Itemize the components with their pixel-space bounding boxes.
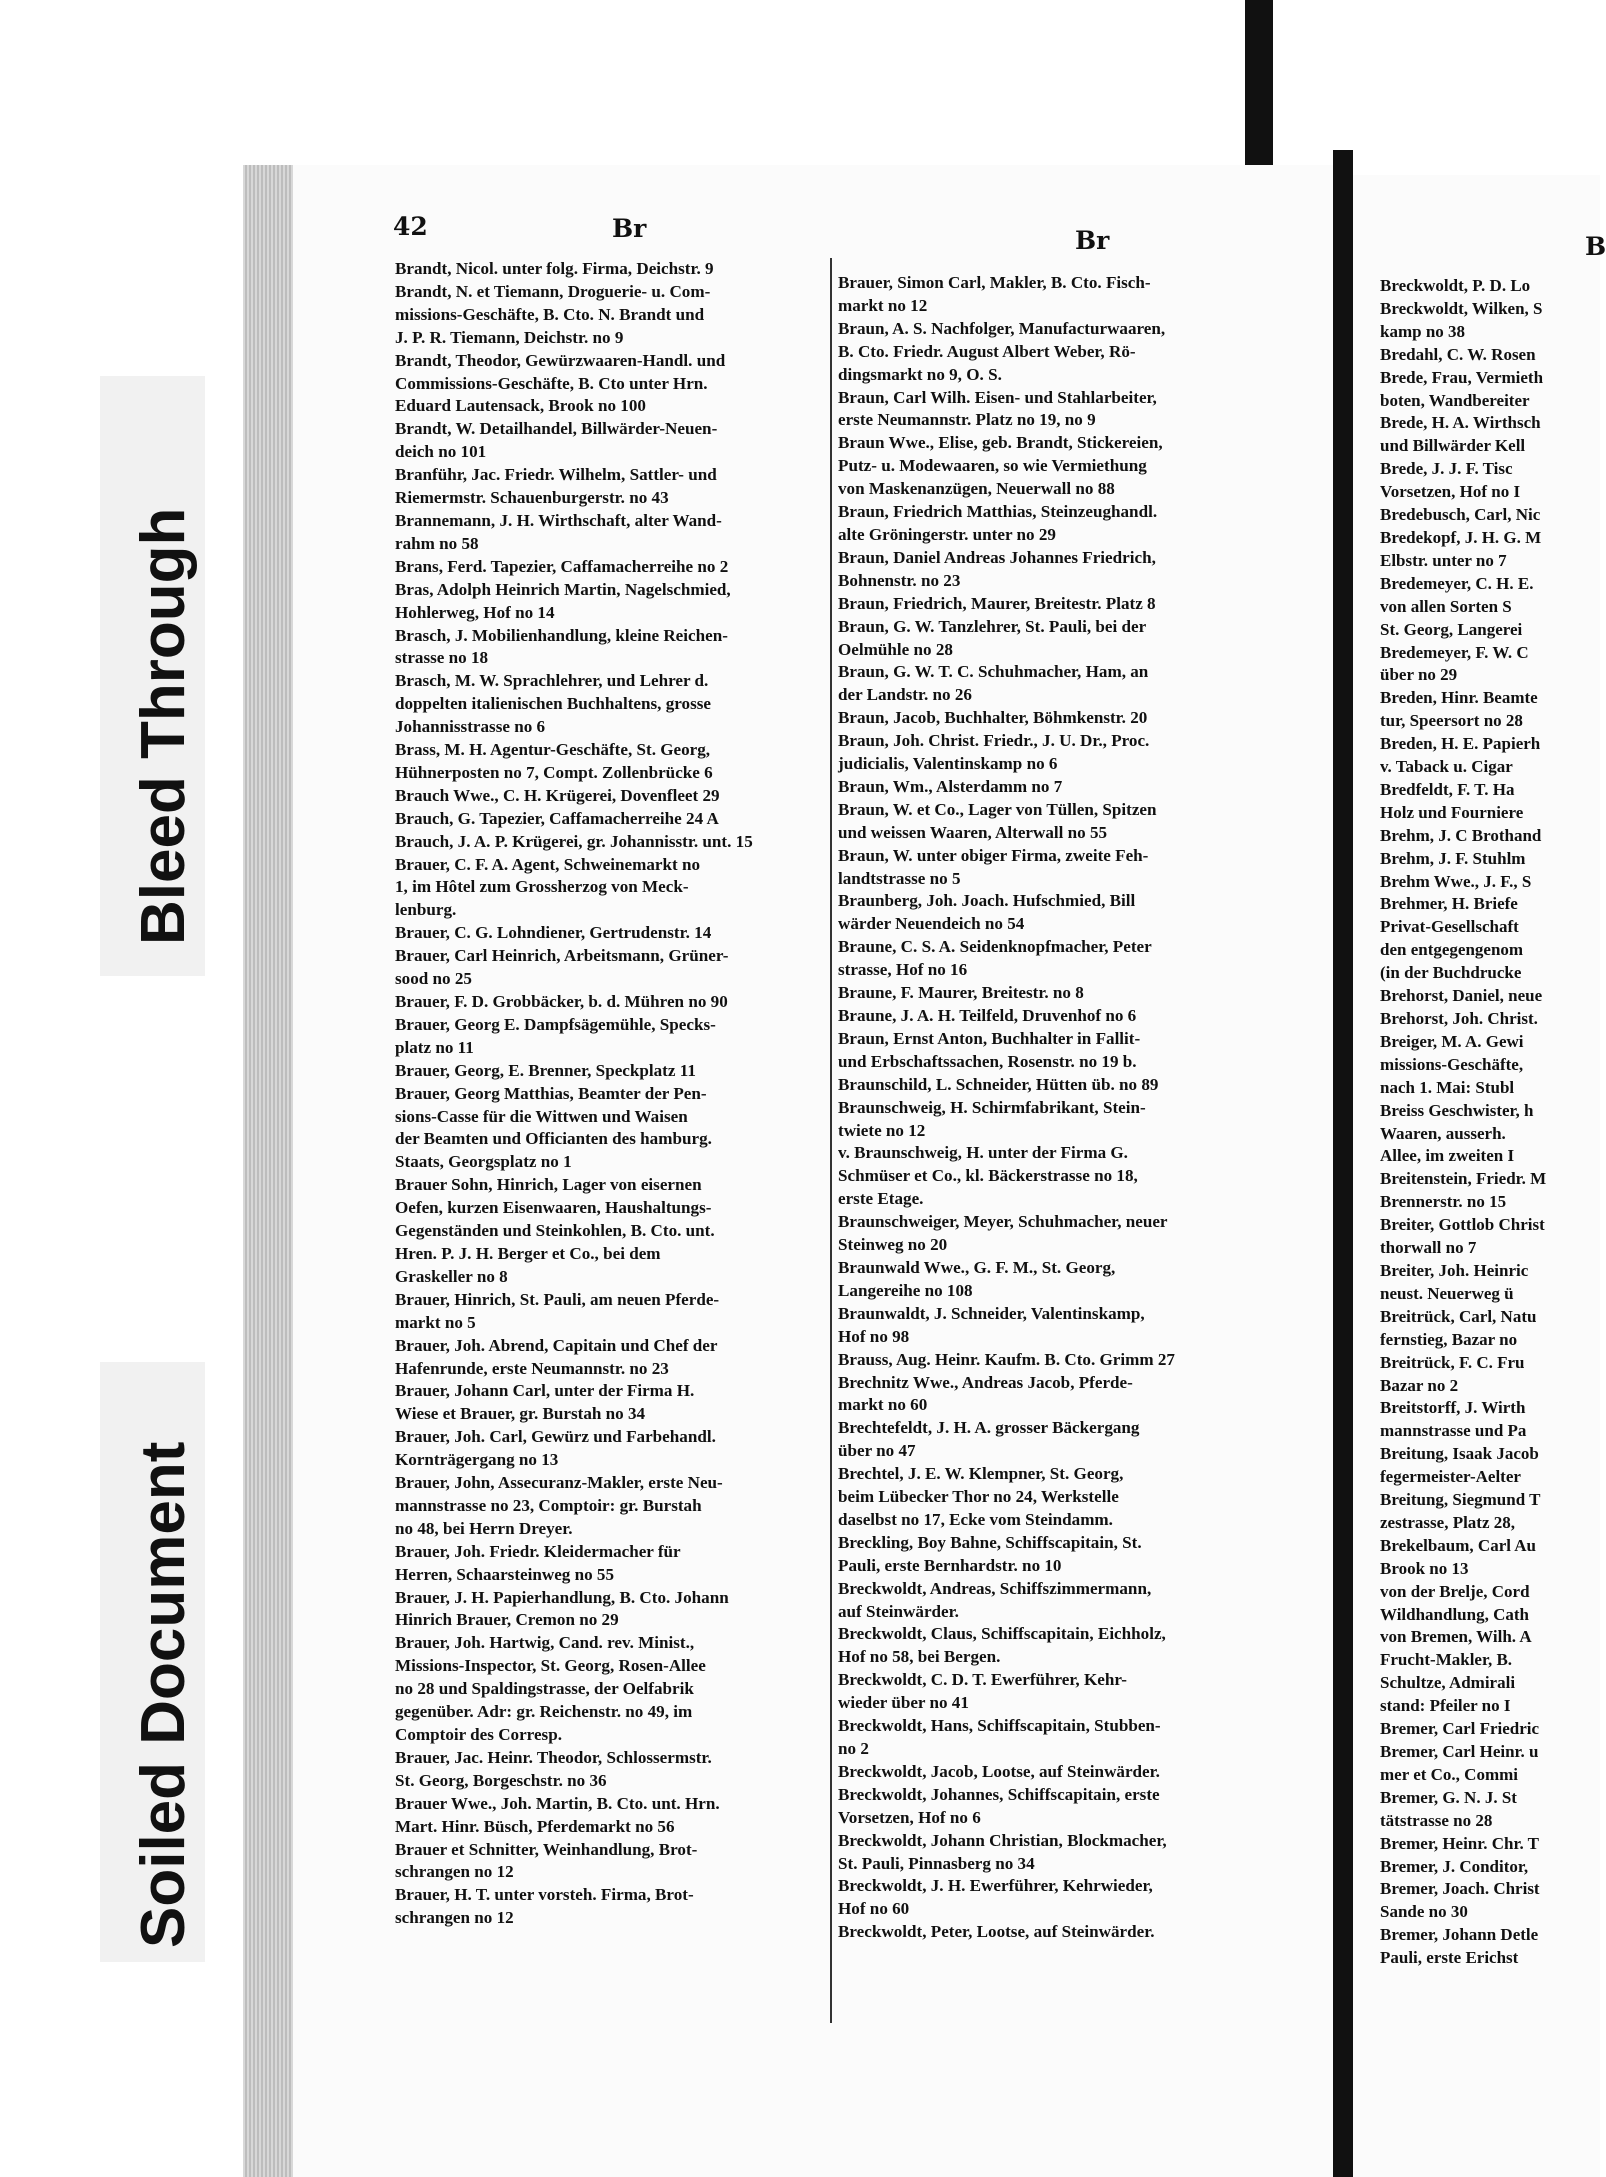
directory-line: Braun, Friedrich, Maurer, Breitestr. Platz 8	[838, 593, 1156, 613]
directory-line: Brauss, Aug. Heinr. Kaufm. B. Cto. Grimm 27	[838, 1349, 1175, 1369]
next-page-line: fegermeister-Aelter	[1380, 1467, 1521, 1487]
directory-line: Kornträgergang no 13	[395, 1450, 559, 1470]
directory-line: Braunwald Wwe., G. F. M., St. Georg,	[838, 1257, 1116, 1277]
next-page-line: Waaren, ausserh.	[1380, 1123, 1506, 1143]
page-number: 42	[393, 212, 428, 241]
next-page-line: Bredekopf, J. H. G. M	[1380, 527, 1542, 547]
next-page-line: Brehorst, Daniel, neue	[1380, 986, 1543, 1006]
next-page-line: Allee, im zweiten I	[1380, 1146, 1515, 1166]
directory-line: Schmüser et Co., kl. Bäckerstrasse no 18,	[838, 1166, 1138, 1186]
directory-line: Brandt, Nicol. unter folg. Firma, Deichstr. 9	[395, 259, 714, 278]
next-page-line: kamp no 38	[1380, 321, 1466, 341]
directory-line: Hren. P. J. H. Berger et Co., bei dem	[395, 1243, 661, 1263]
next-page-line: nach 1. Mai: Stubl	[1380, 1077, 1515, 1097]
directory-line: Hof no 98	[838, 1326, 910, 1346]
next-page-line: Brede, Frau, Vermieth	[1380, 367, 1544, 387]
directory-line: Brauer, H. T. unter vorsteh. Firma, Brot-	[395, 1885, 694, 1905]
next-page-line: tur, Speersort no 28	[1380, 711, 1523, 731]
bleed-through-label: Bleed Through	[129, 507, 198, 945]
directory-line: Commissions-Geschäfte, B. Cto unter Hrn.	[395, 373, 708, 393]
directory-line: Brauer, Georg Matthias, Beamter der Pen-	[395, 1083, 707, 1103]
directory-line: Breckwoldt, C. D. T. Ewerführer, Kehr-	[838, 1670, 1127, 1690]
directory-line: Missions-Inspector, St. Georg, Rosen-Allee	[395, 1656, 706, 1676]
next-page-line: Bremer, Johann Detle	[1380, 1925, 1539, 1945]
directory-line: Brasch, J. Mobilienhandlung, kleine Reichen-	[395, 625, 728, 645]
directory-line: Brauch, J. A. P. Krügerei, gr. Johannisstr. unt. 15	[395, 831, 753, 851]
next-page-line: Breiger, M. A. Gewi	[1380, 1031, 1524, 1051]
directory-line: Breckwoldt, Johann Christian, Blockmacher,	[838, 1830, 1167, 1850]
directory-line: Brauer, F. D. Grobbäcker, b. d. Mühren no 90	[395, 992, 728, 1011]
directory-line: lenburg.	[395, 900, 457, 920]
directory-line: Brandt, N. et Tiemann, Droguerie- u. Com-	[395, 281, 711, 301]
next-page-line: Schultze, Admirali	[1380, 1673, 1516, 1693]
directory-line: beim Lübecker Thor no 24, Werkstelle	[838, 1487, 1119, 1507]
book-gutter	[1333, 150, 1353, 2177]
next-page-line: Breitrück, F. C. Fru	[1380, 1352, 1525, 1372]
directory-line: Brauer, Joh. Carl, Gewürz und Farbehandl.	[395, 1427, 716, 1447]
next-page-line: Breitrück, Carl, Natu	[1380, 1306, 1537, 1326]
next-page-line: Brehmer, H. Briefe	[1380, 894, 1518, 914]
next-page-line: zestrasse, Platz 28,	[1380, 1512, 1516, 1532]
directory-line: rahm no 58	[395, 533, 479, 553]
directory-line: Brauer, Simon Carl, Makler, B. Cto. Fisch-	[838, 273, 1151, 292]
directory-line: Brechtel, J. E. W. Klempner, St. Georg,	[838, 1464, 1124, 1484]
directory-line: Breckwoldt, Andreas, Schiffszimmermann,	[838, 1578, 1152, 1598]
next-page-line: Elbstr. unter no 7	[1380, 550, 1507, 570]
next-page-line: Brook no 13	[1380, 1558, 1469, 1578]
directory-line: Oefen, kurzen Eisenwaaren, Haushaltungs-	[395, 1198, 712, 1218]
right-column	[838, 272, 1308, 1944]
next-page-line: missions-Geschäfte,	[1380, 1054, 1524, 1074]
next-page-line: Bredahl, C. W. Rosen	[1380, 344, 1536, 364]
directory-line: St. Pauli, Pinnasberg no 34	[838, 1853, 1035, 1873]
directory-line: Breckwoldt, J. H. Ewerführer, Kehrwieder,	[838, 1876, 1153, 1896]
next-page-line: Breiss Geschwister, h	[1380, 1100, 1534, 1120]
directory-line: missions-Geschäfte, B. Cto. N. Brandt und	[395, 304, 705, 324]
next-page-line: Privat-Gesellschaft	[1380, 917, 1519, 937]
next-page-line: (in der Buchdrucke	[1380, 963, 1522, 983]
directory-line: platz no 11	[395, 1037, 474, 1057]
directory-line: Comptoir des Corresp.	[395, 1725, 562, 1744]
next-page-line: Pauli, erste Erichst	[1380, 1948, 1519, 1968]
directory-line: Brauer et Schnitter, Weinhandlung, Brot-	[395, 1839, 698, 1859]
directory-line: Brasch, M. W. Sprachlehrer, und Lehrer d.	[395, 671, 709, 691]
next-page-line: stand: Pfeiler no I	[1380, 1696, 1511, 1716]
directory-line: Bras, Adolph Heinrich Martin, Nagelschmied,	[395, 579, 731, 599]
directory-line: wärder Neuendeich no 54	[838, 914, 1025, 934]
directory-line: alte Gröningerstr. unter no 29	[838, 524, 1056, 544]
directory-line: Bohnenstr. no 23	[838, 570, 961, 590]
directory-line: Braun, Carl Wilh. Eisen- und Stahlarbeiter,	[838, 387, 1157, 407]
directory-line: wieder über no 41	[838, 1693, 969, 1713]
directory-line: Brass, M. H. Agentur-Geschäfte, St. Georg,	[395, 740, 711, 760]
directory-line: Brechnitz Wwe., Andreas Jacob, Pferde-	[838, 1372, 1133, 1392]
directory-line: markt no 12	[838, 295, 928, 315]
directory-line: Braunwaldt, J. Schneider, Valentinskamp,	[838, 1303, 1145, 1323]
directory-line: Braun, Ernst Anton, Buchhalter in Fallit-	[838, 1028, 1141, 1048]
next-page-line: Brede, J. J. F. Tisc	[1380, 459, 1513, 479]
next-page-line: Breden, H. E. Papierh	[1380, 734, 1541, 754]
directory-line: Eduard Lautensack, Brook no 100	[395, 396, 646, 416]
directory-line: Brauer, Georg, E. Brenner, Speckplatz 11	[395, 1060, 696, 1080]
directory-line: Brauer, Jac. Heinr. Theodor, Schlossermstr.	[395, 1747, 712, 1767]
directory-line: Braun, G. W. Tanzlehrer, St. Pauli, bei der	[838, 616, 1147, 636]
left-running-head: Br	[612, 214, 647, 243]
next-page-line: Brekelbaum, Carl Au	[1380, 1535, 1537, 1555]
directory-line: Braune, J. A. H. Teilfeld, Druvenhof no 6	[838, 1006, 1137, 1025]
next-page-line: Bredebusch, Carl, Nic	[1380, 505, 1541, 525]
directory-line: Brechtefeldt, J. H. A. grosser Bäckergang	[838, 1418, 1140, 1438]
next-page-line: Bremer, Joach. Christ	[1380, 1879, 1540, 1899]
directory-line: Breckwoldt, Hans, Schiffscapitain, Stubben-	[838, 1716, 1161, 1736]
directory-line: Braun, A. S. Nachfolger, Manufacturwaaren,	[838, 318, 1166, 338]
next-page-line: Bredemeyer, C. H. E.	[1380, 573, 1534, 593]
next-page-line: fernstieg, Bazar no	[1380, 1329, 1518, 1349]
next-page-line: mannstrasse und Pa	[1380, 1421, 1527, 1441]
directory-line: v. Braunschweig, H. unter der Firma G.	[838, 1143, 1128, 1163]
directory-line: Staats, Georgsplatz no 1	[395, 1152, 572, 1172]
next-page-line: Bazar no 2	[1380, 1375, 1459, 1395]
directory-line: und weissen Waaren, Alterwall no 55	[838, 822, 1108, 842]
next-page-line: Bremer, G. N. J. St	[1380, 1787, 1517, 1807]
directory-line: Brauer Wwe., Joh. Martin, B. Cto. unt. Hrn.	[395, 1793, 720, 1813]
directory-line: St. Georg, Borgeschstr. no 36	[395, 1770, 607, 1790]
directory-line: Brauch Wwe., C. H. Krügerei, Dovenfleet 29	[395, 785, 720, 805]
next-page-line: Breitstorff, J. Wirth	[1380, 1398, 1526, 1418]
directory-line: Braune, F. Maurer, Breitestr. no 8	[838, 983, 1084, 1003]
directory-line: Brandt, Theodor, Gewürzwaaren-Handl. und	[395, 350, 726, 370]
directory-line: Braunschweiger, Meyer, Schuhmacher, neuer	[838, 1212, 1168, 1232]
directory-line: daselbst no 17, Ecke vom Steindamm.	[838, 1509, 1113, 1529]
next-page-line: Breitenstein, Friedr. M	[1380, 1169, 1547, 1189]
next-page-line: Breckwoldt, P. D. Lo	[1380, 276, 1531, 295]
directory-line: Braun, Jacob, Buchhalter, Böhmkenstr. 20	[838, 708, 1148, 728]
next-page-line: Holz und Fourniere	[1380, 802, 1524, 822]
directory-line: Brannemann, J. H. Wirthschaft, alter Wand-	[395, 510, 722, 530]
directory-line: Braun, W. et Co., Lager von Tüllen, Spitzen	[838, 799, 1157, 819]
directory-line: Hafenrunde, erste Neumannstr. no 23	[395, 1358, 669, 1378]
directory-line: Braune, C. S. A. Seidenknopfmacher, Peter	[838, 937, 1152, 957]
next-page-line: Wildhandlung, Cath	[1380, 1604, 1529, 1624]
directory-line: Branführ, Jac. Friedr. Wilhelm, Sattler- und	[395, 465, 717, 485]
directory-line: J. P. R. Tiemann, Deichstr. no 9	[395, 327, 624, 347]
directory-line: über no 47	[838, 1441, 916, 1461]
directory-line: schrangen no 12	[395, 1862, 514, 1882]
directory-line: Braun, Joh. Christ. Friedr., J. U. Dr., Proc.	[838, 731, 1150, 751]
next-page-line: Breitung, Siegmund T	[1380, 1490, 1541, 1510]
directory-line: markt no 5	[395, 1312, 476, 1332]
next-page-line: Frucht-Makler, B.	[1380, 1650, 1513, 1670]
next-page-line: den entgegengenom	[1380, 940, 1524, 960]
next-page-line: Brennerstr. no 15	[1380, 1192, 1507, 1212]
directory-line: twiete no 12	[838, 1120, 926, 1140]
directory-line: erste Etage.	[838, 1189, 924, 1209]
directory-line: deich no 101	[395, 442, 487, 462]
column-divider	[830, 258, 832, 2023]
directory-line: Hof no 60	[838, 1899, 910, 1919]
directory-line: der Beamten und Officianten des hamburg.	[395, 1129, 712, 1149]
directory-line: Hof no 58, bei Bergen.	[838, 1647, 1001, 1667]
next-page-column	[1380, 275, 1546, 1970]
next-page-line: Bremer, Heinr. Chr. T	[1380, 1833, 1539, 1853]
next-page-line: Brehm Wwe., J. F., S	[1380, 871, 1532, 891]
directory-line: Brauer, Joh. Friedr. Kleidermacher für	[395, 1541, 681, 1561]
directory-line: Graskeller no 8	[395, 1266, 508, 1286]
directory-line: Johannisstrasse no 6	[395, 717, 546, 737]
directory-line: Braun, W. unter obiger Firma, zweite Feh-	[838, 845, 1149, 865]
directory-line: Vorsetzen, Hof no 6	[838, 1807, 981, 1827]
directory-line: sood no 25	[395, 969, 472, 989]
directory-line: Hühnerposten no 7, Compt. Zollenbrücke 6	[395, 762, 713, 782]
next-page-line: boten, Wandbereiter	[1380, 390, 1530, 410]
next-page-line: Breiter, Joh. Heinric	[1380, 1260, 1529, 1280]
directory-line: Brauer, C. F. A. Agent, Schweinemarkt no	[395, 854, 701, 874]
directory-line: Hohlerweg, Hof no 14	[395, 602, 555, 622]
directory-line: no 2	[838, 1739, 869, 1758]
directory-line: Braunschild, L. Schneider, Hütten üb. no 89	[838, 1074, 1159, 1094]
next-page-line: v. Taback u. Cigar	[1380, 757, 1513, 777]
directory-line: markt no 60	[838, 1395, 928, 1415]
directory-line: Steinweg no 20	[838, 1235, 948, 1255]
directory-line: Brauer, Johann Carl, unter der Firma H.	[395, 1381, 695, 1401]
directory-line: Brauer, J. H. Papierhandlung, B. Cto. Johann	[395, 1587, 729, 1607]
directory-line: no 28 und Spaldingstrasse, der Oelfabrik	[395, 1679, 694, 1699]
directory-line: 1, im Hôtel zum Grossherzog von Meck-	[395, 877, 689, 897]
directory-line: der Landstr. no 26	[838, 685, 972, 705]
next-page-line: St. Georg, Langerei	[1380, 619, 1523, 639]
directory-line: Brauch, G. Tapezier, Caffamacherreihe 24 A	[395, 808, 719, 828]
left-column	[395, 258, 825, 1930]
right-running-head: Br	[1075, 226, 1110, 255]
directory-line: Langereihe no 108	[838, 1280, 973, 1300]
directory-line: Brauer, Hinrich, St. Pauli, am neuen Pferde-	[395, 1289, 720, 1309]
directory-line: Wiese et Brauer, gr. Burstah no 34	[395, 1404, 646, 1424]
next-page-line: thorwall no 7	[1380, 1238, 1477, 1258]
next-page-line: von allen Sorten S	[1380, 596, 1512, 616]
directory-line: Brans, Ferd. Tapezier, Caffamacherreihe no 2	[395, 556, 729, 576]
next-page-line: Brehm, J. F. Stuhlm	[1380, 848, 1526, 868]
directory-line: Braun, Wm., Alsterdamm no 7	[838, 776, 1063, 796]
directory-line: dingsmarkt no 9, O. S.	[838, 364, 1002, 384]
directory-line: no 48, bei Herrn Dreyer.	[395, 1518, 573, 1538]
directory-line: und Erbschaftssachen, Rosenstr. no 19 b.	[838, 1051, 1137, 1071]
next-page-line: Brehm, J. C Brothand	[1380, 825, 1542, 845]
directory-line: auf Steinwärder.	[838, 1601, 959, 1621]
next-page-line: Bremer, J. Conditor,	[1380, 1856, 1529, 1876]
directory-line: Breckwoldt, Claus, Schiffscapitain, Eichholz,	[838, 1624, 1166, 1644]
next-page-line: Bremer, Carl Heinr. u	[1380, 1742, 1539, 1761]
next-page-line: Brehorst, Joh. Christ.	[1380, 1009, 1538, 1028]
directory-line: strasse, Hof no 16	[838, 960, 968, 980]
next-page-line: Bremer, Carl Friedric	[1380, 1719, 1540, 1739]
directory-line: Breckwoldt, Peter, Lootse, auf Steinwärder.	[838, 1922, 1155, 1942]
directory-line: Braun, Friedrich Matthias, Steinzeughandl.	[838, 502, 1158, 522]
directory-line: judicialis, Valentinskamp no 6	[838, 754, 1058, 774]
soiled-document-label: Soiled Document	[129, 1441, 198, 1948]
next-page-line: Bredemeyer, F. W. C	[1380, 642, 1529, 662]
next-page-line: und Billwärder Kell	[1380, 436, 1526, 456]
directory-line: Hinrich Brauer, Cremon no 29	[395, 1610, 619, 1630]
next-page-line: Breiter, Gottlob Christ	[1380, 1215, 1545, 1235]
next-page-line: Breckwoldt, Wilken, S	[1380, 298, 1543, 318]
page-edge	[243, 165, 293, 2177]
directory-line: Braun, G. W. T. C. Schuhmacher, Ham, an	[838, 662, 1149, 682]
directory-line: Brauer Sohn, Hinrich, Lager von eisernen	[395, 1175, 702, 1195]
next-page-line: von der Brelje, Cord	[1380, 1581, 1530, 1601]
directory-line: Brauer, C. G. Lohndiener, Gertrudenstr. 14	[395, 923, 712, 943]
directory-line: Breckwoldt, Jacob, Lootse, auf Steinwärder.	[838, 1761, 1160, 1781]
directory-line: Herren, Schaarsteinweg no 55	[395, 1564, 615, 1584]
directory-line: Riemermstr. Schauenburgerstr. no 43	[395, 488, 669, 508]
directory-line: Mart. Hinr. Büsch, Pferdemarkt no 56	[395, 1816, 675, 1836]
next-page-line: von Bremen, Wilh. A	[1380, 1627, 1532, 1647]
next-page-running-head: B	[1585, 232, 1606, 261]
directory-line: sions-Casse für die Wittwen und Waisen	[395, 1106, 688, 1126]
directory-line: Oelmühle no 28	[838, 639, 953, 659]
directory-line: mannstrasse no 23, Comptoir: gr. Burstah	[395, 1495, 702, 1515]
directory-line: erste Neumannstr. Platz no 19, no 9	[838, 410, 1096, 430]
directory-line: Braun, Daniel Andreas Johannes Friedrich,	[838, 547, 1156, 567]
next-page-line: Breden, Hinr. Beamte	[1380, 688, 1538, 708]
binding-strip	[1245, 0, 1273, 170]
directory-line: strasse no 18	[395, 648, 489, 668]
next-page-line: neust. Neuerweg ü	[1380, 1283, 1514, 1303]
directory-line: Gegenständen und Steinkohlen, B. Cto. unt.	[395, 1221, 715, 1241]
directory-line: Pauli, erste Bernhardstr. no 10	[838, 1555, 1062, 1575]
next-page-line: über no 29	[1380, 665, 1458, 685]
next-page-line: tätstrasse no 28	[1380, 1810, 1493, 1830]
directory-line: gegenüber. Adr: gr. Reichenstr. no 49, im	[395, 1702, 693, 1722]
next-page-line: Brede, H. A. Wirthsch	[1380, 413, 1541, 433]
directory-line: Braun Wwe., Elise, geb. Brandt, Stickereien,	[838, 433, 1163, 453]
directory-line: Brauer, Georg E. Dampfsägemühle, Specks-	[395, 1014, 716, 1034]
next-page-line: mer et Co., Commi	[1380, 1764, 1519, 1784]
directory-line: von Maskenanzügen, Neuerwall no 88	[838, 479, 1115, 499]
directory-line: Braunschweig, H. Schirmfabrikant, Stein-	[838, 1097, 1146, 1117]
directory-line: Breckling, Boy Bahne, Schiffscapitain, St.	[838, 1532, 1142, 1552]
directory-line: B. Cto. Friedr. August Albert Weber, Rö-	[838, 341, 1136, 361]
next-page-line: Breitung, Isaak Jacob	[1380, 1444, 1539, 1464]
next-page-line: Bredfeldt, F. T. Ha	[1380, 779, 1515, 799]
next-page-line: Vorsetzen, Hof no I	[1380, 482, 1521, 502]
directory-line: Brauer, Carl Heinrich, Arbeitsmann, Grüner-	[395, 946, 729, 966]
directory-line: Brandt, W. Detailhandel, Billwärder-Neuen-	[395, 419, 718, 439]
directory-line: landtstrasse no 5	[838, 868, 961, 888]
directory-line: Braunberg, Joh. Joach. Hufschmied, Bill	[838, 891, 1136, 911]
directory-line: Putz- u. Modewaaren, so wie Vermiethung	[838, 456, 1147, 476]
directory-line: doppelten italienischen Buchhaltens, grosse	[395, 694, 711, 714]
next-page-line: Sande no 30	[1380, 1902, 1468, 1922]
directory-line: Breckwoldt, Johannes, Schiffscapitain, erste	[838, 1784, 1160, 1804]
directory-line: schrangen no 12	[395, 1908, 514, 1928]
directory-line: Brauer, John, Assecuranz-Makler, erste Neu-	[395, 1473, 723, 1493]
directory-line: Brauer, Joh. Hartwig, Cand. rev. Minist.,	[395, 1633, 695, 1653]
directory-line: Brauer, Joh. Abrend, Capitain und Chef der	[395, 1335, 718, 1355]
